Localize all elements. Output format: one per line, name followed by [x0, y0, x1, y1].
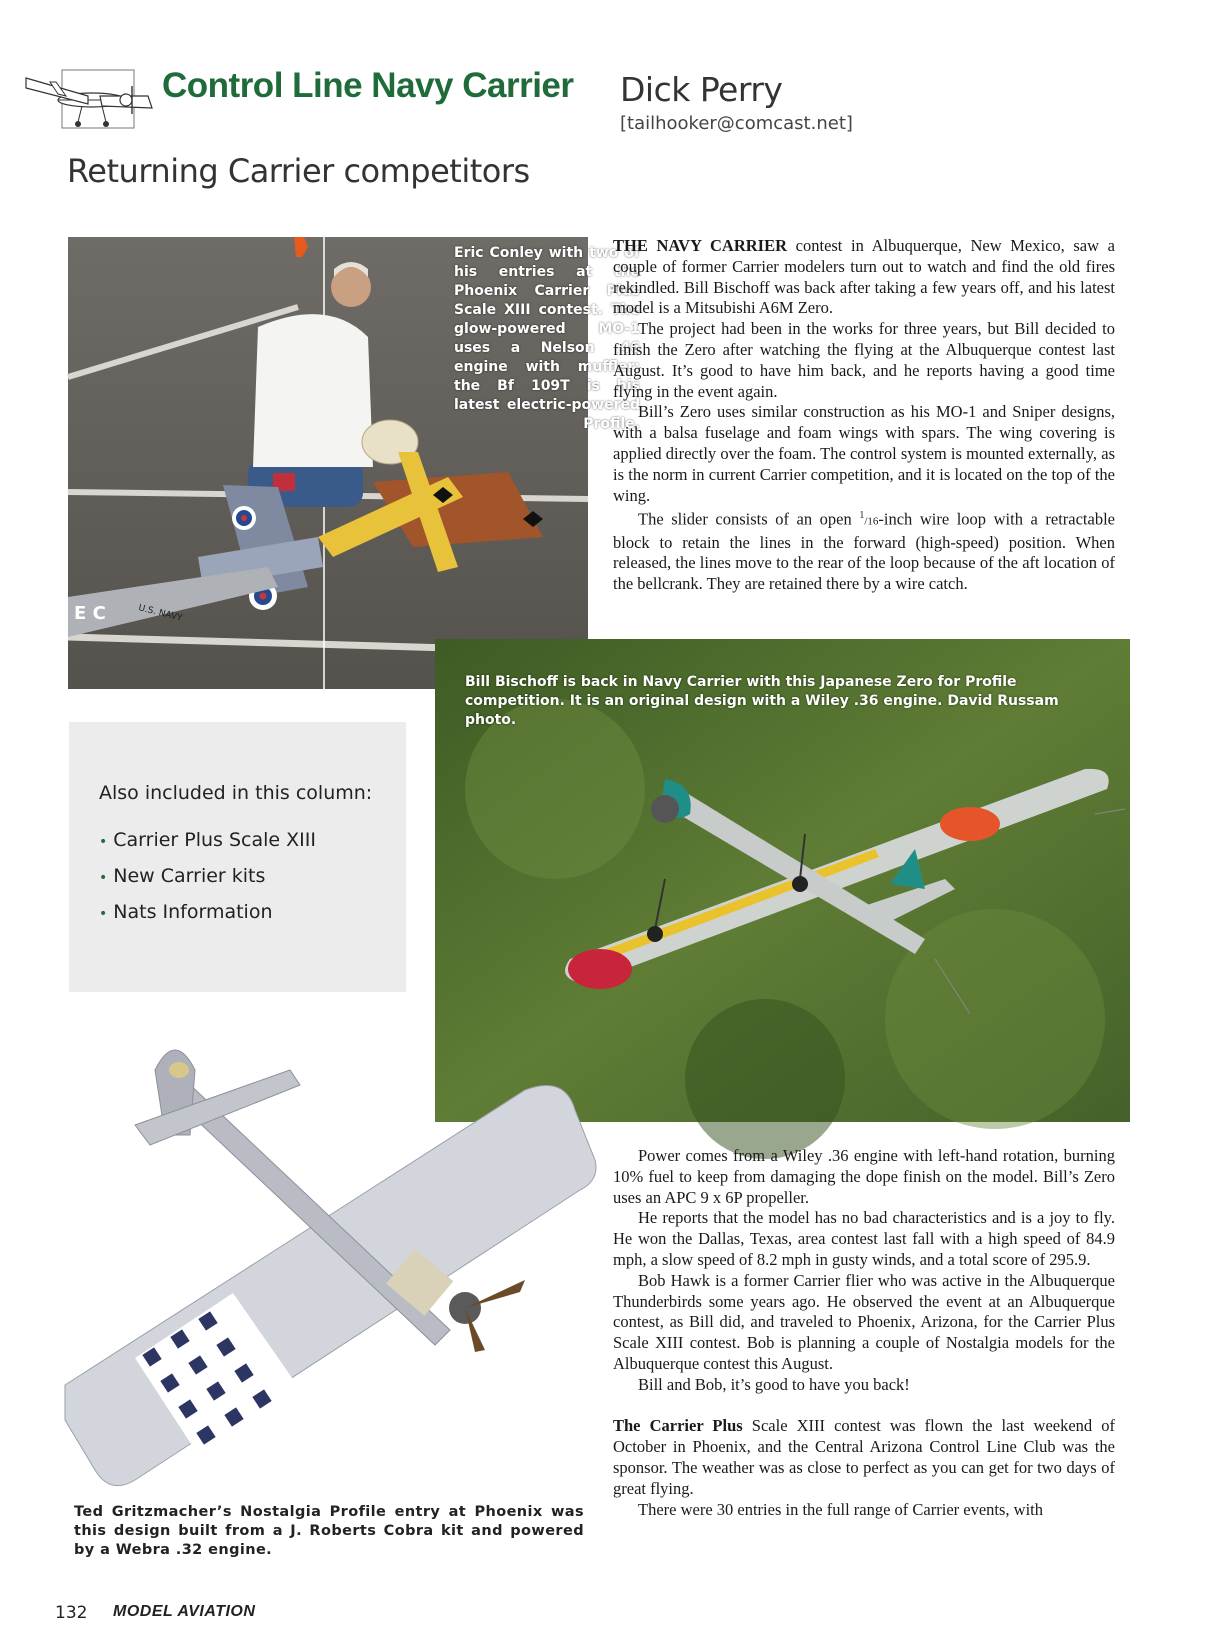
article-column-bottom [613, 1146, 1115, 1520]
sidebar-list [99, 822, 316, 930]
caption-eric-conley: Eric Conley with two of his entries at the Phoenix Carrier Plus Scale XIII contest. The glow-powered MO-1 uses a Nelson .46 engine with muffler; the Bf 109T is his latest electric-powered Profile. [454, 245, 640, 432]
column-logo-plane-icon [22, 66, 156, 134]
column-title: Control Line Navy Carrier [162, 66, 574, 105]
bullet-icon: • [99, 870, 108, 886]
caption-zero: Bill Bischoff is back in Navy Carrier with this Japanese Zero for Profile competition. It is an original design with a Wiley .36 engine. David Russam photo. [465, 674, 1059, 728]
author-email: [tailhooker@comcast.net] [620, 113, 853, 134]
article-paragraph: Power comes from a Wiley .36 engine with left-hand rotation, burning 10% fuel to keep from damaging the dope finish on the model. Bill’s Zero uses an APC 9 x 6P propeller. [613, 1146, 1115, 1207]
article-paragraph: Bill and Bob, it’s good to have you back! [638, 1374, 910, 1394]
sidebar-list-item: • New Carrier kits [99, 865, 266, 887]
caption-cobra: Ted Gritzmacher’s Nostalgia Profile entry at Phoenix was this design built from a J. Roberts Cobra kit and powered by a Webra .32 engine. [74, 1504, 584, 1558]
article-lead: The Carrier Plus [613, 1416, 743, 1436]
photo-cobra-profile [55, 1040, 603, 1498]
bullet-icon: • [99, 834, 108, 850]
article-paragraph: Bob Hawk is a former Carrier flier who was active in the Albuquerque Thunderbirds some years ago. He observed the event at an Albuquerque contest, as Bill did, and traveled to Phoenix, Arizona, for the Carrier Plus Scale XIII contest. Bob is planning a couple of Nostalgia models for the Albuquerque contest this August. [613, 1270, 1115, 1373]
sidebar-list-item: • Nats Information [99, 901, 273, 923]
article-lead: THE NAVY CARRIER [613, 236, 788, 255]
magazine-name: MODEL AVIATION [113, 1603, 256, 1620]
photo-marking-tail-code: E C [74, 603, 106, 624]
article-paragraph: The Carrier Plus Scale XIII contest was flown the last weekend of October in Phoenix, and the Central Arizona Control Line Club was the sponsor. The weather was as close to perfect as you can get for two days of great flying. [613, 1416, 1115, 1498]
article-paragraph: The slider consists of an open $^1$/16-inch wire loop with a retractable block to retain the lines in the forward (high-speed) position. When released, the lines move to the rear of the loop because of the aft location of the bellcrank. They are retained there by a wire catch. [613, 509, 1115, 594]
sidebar-list-item: • Carrier Plus Scale XIII [99, 829, 316, 851]
author-name: Dick Perry [620, 70, 783, 109]
article-paragraph: Bill’s Zero uses similar construction as his MO-1 and Sniper designs, with a balsa fuselage and foam wings with spars. The wing covering is applied directly over the foam. The control system is mounted externally, as is the norm in current Carrier competition, and it is located on the top of the wing. [613, 402, 1115, 505]
article-paragraph: He reports that the model has no bad characteristics and is a joy to fly. He won the Dallas, Texas, area contest last fall with a high speed of 84.9 mph, a slow speed of 8.2 mph in gusty winds, and a total score of 295.9. [613, 1208, 1115, 1269]
article-column-top [613, 236, 1115, 595]
page-number: 132 [55, 1603, 88, 1623]
article-paragraph: THE NAVY CARRIER contest in Albuquerque, New Mexico, saw a couple of former Carrier modelers turn out to watch and find the old fires rekindled. Bill Bischoff was back after taking a few years off, and his latest model is a Mitsubishi A6M Zero. [613, 236, 1115, 318]
article-paragraph: There were 30 entries in the full range of Carrier events, with [638, 1499, 1044, 1519]
photo-eric-conley [68, 237, 640, 689]
photo-marking-usnavy: U.S. NAVY [137, 603, 184, 624]
sidebar-also-included [69, 722, 406, 992]
bullet-icon: • [99, 906, 108, 922]
sidebar-heading: Also included in this column: [99, 782, 373, 804]
article-paragraph: The project had been in the works for three years, but Bill decided to finish the Zero after watching the flying at the Albuquerque contest last August. It’s good to have him back, and he reports having a good time flying in the event again. [613, 319, 1115, 401]
page-headline: Returning Carrier competitors [67, 152, 530, 190]
